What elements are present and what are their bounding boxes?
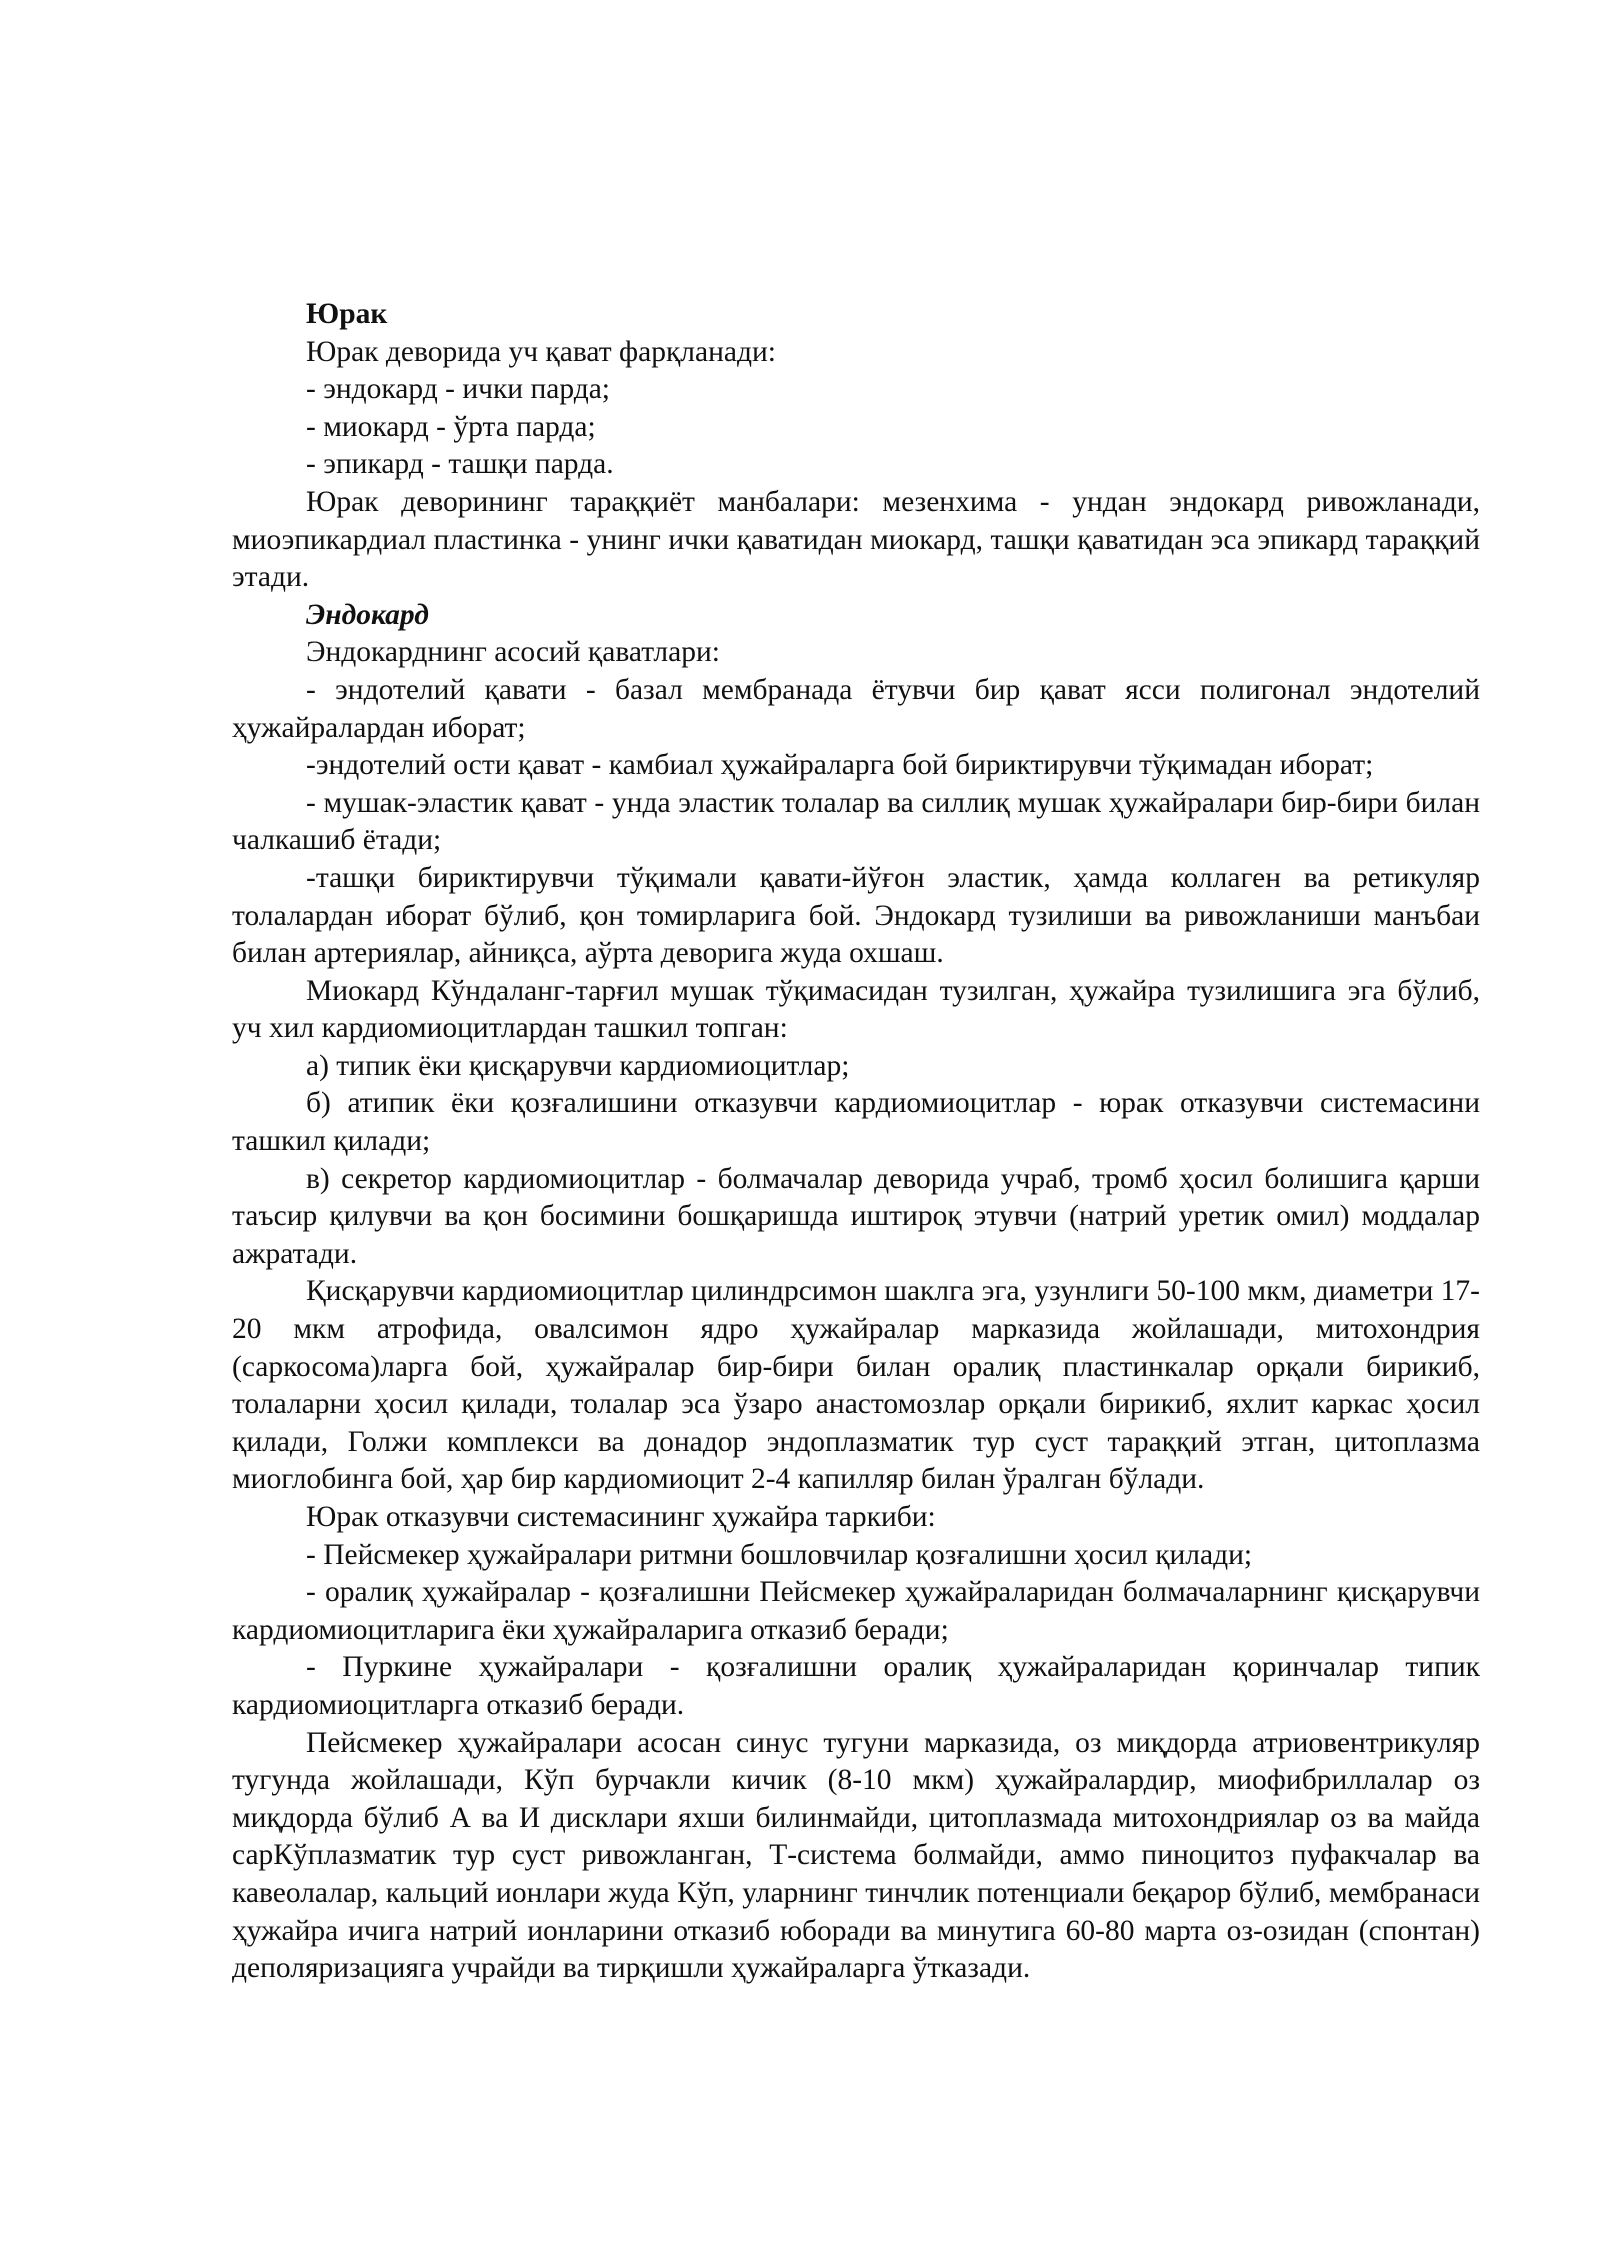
list-item: в) секретор кардиомиоцитлар - болмачалар деворида учраб, тромб ҳосил болишига қарши таъсир қилувчи ва қон босимини бошқаришда иштироқ этувчи (натрий уретик омил) моддалар ажратади. [232,1162,1480,1270]
paragraph: Юрак деворининг тараққиёт манбалари: мезенхима - ундан эндокард ривожланади, миоэпикардиал пластинка - унинг ички қаватидан миокард, ташқи қаватидан эса эпикард тараққий этади. [232,485,1480,594]
paragraph: Миокард Кўндаланг-тарғил мушак тўқимасидан тузилган, ҳужайра тузилишига эга бўлиб, уч хил кардиомиоцитлардан ташкил топган: [232,974,1480,1045]
list-item: - эндокард - ички парда; [306,373,610,406]
list-item: - миокард - ўрта парда; [306,410,596,443]
paragraph: Пейсмекер ҳужайралари асосан синус тугуни марказида, оз миқдорда атриовентрикуляр тугунда жойлашади, Кўп бурчакли кичик (8-10 мкм) ҳужайралардир, миофибриллалар оз миқдорда бўлиб А ва И дисклари яхши билинмайди, цитоплазмада митохондриялар оз ва майда сарКўплазматик тур суст ривожланган, Т-система болмайди, аммо пиноцитоз пуфакчалар ва кавеолалар, кальций ионлари жуда Кўп, уларнинг тинчлик потенциали беқарор бўлиб, мембранаси ҳужайра ичига натрий ионларини отказиб юборади ва минутига 60-80 марта оз-озидан (спонтан) деполяризацияга учрайди ва тирқишли ҳужайраларга ўтказади. [232,1726,1480,1985]
list-item: -эндотелий ости қават - камбиал ҳужайраларга бой бириктирувчи тўқимадан иборат; [306,749,1374,782]
list-item: - эндотелий қавати - базал мембранада ётувчи бир қават ясси полигонал эндотелий ҳужайралардан иборат; [232,673,1480,744]
document-page [232,296,1480,1988]
paragraph: Эндокарднинг асосий қаватлари: [306,636,720,669]
list-item: а) типик ёки қисқарувчи кардиомиоцитлар; [306,1049,850,1082]
list-item: - Пейсмекер ҳужайралари ритмни бошловчилар қозғалишни ҳосил қилади; [306,1538,1253,1571]
section-title: Юрак [306,298,388,330]
list-item: - эпикард - ташқи парда. [306,448,614,481]
subsection-title: Эндокард [306,598,429,631]
paragraph: Юрак деворида уч қават фарқланади: [306,335,776,368]
paragraph: Қисқарувчи кардиомиоцитлар цилиндрсимон шаклга эга, узунлиги 50-100 мкм, диаметри 17-20 мкм атрофида, овалсимон ядро ҳужайралар марказида жойлашади, митохондрия (саркосома)ларга бой, ҳужайралар бир-бири билан оралиқ пластинкалар орқали бирикиб, толаларни ҳосил қилади, толалар эса ўзаро анастомозлар орқали бирикиб, яхлит каркас ҳосил қилади, Голжи комплекси ва донадор эндоплазматик тур суст тараққий этган, цитоплазма миоглобинга бой, ҳар бир кардиомиоцит 2-4 капилляр билан ўралган бўлади. [232,1275,1480,1496]
list-item: -ташқи бириктирувчи тўқимали қавати-йўғон эластик, ҳамда коллаген ва ретикуляр толалардан иборат бўлиб, қон томирларига бой. Эндокард тузилиши ва ривожланиши манъбаи билан артериялар, айниқса, аўрта деворига жуда охшаш. [232,861,1480,970]
list-item: - оралиқ ҳужайралар - қозғалишни Пейсмекер ҳужайраларидан болмачаларнинг қисқарувчи кардиомиоцитларига ёки ҳужайраларига отказиб беради; [232,1576,1480,1646]
list-item: б) атипик ёки қозғалишини отказувчи кардиомиоцитлар - юрак отказувчи системасини ташкил қилади; [232,1087,1480,1158]
paragraph: Юрак отказувчи системасининг ҳужайра таркиби: [306,1501,936,1533]
list-item: - Пуркине ҳужайралари - қозғалишни оралиқ ҳужайраларидан қоринчалар типик кардиомиоцитларга отказиб беради. [232,1651,1480,1721]
list-item: - мушак-эластик қават - унда эластик толалар ва силлиқ мушак ҳужайралари бир-бири билан чалкашиб ётади; [232,786,1480,857]
